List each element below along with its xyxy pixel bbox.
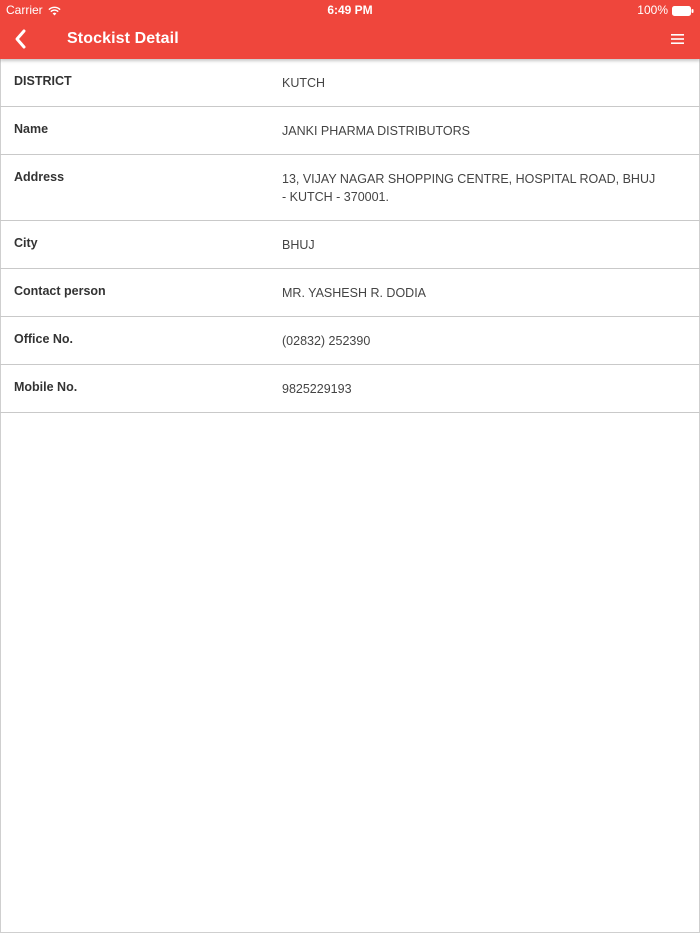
battery-percent: 100% xyxy=(637,3,668,17)
detail-row-contact-person xyxy=(0,269,700,317)
detail-label: DISTRICT xyxy=(14,74,72,88)
back-button[interactable] xyxy=(10,26,34,52)
status-time: 6:49 PM xyxy=(327,3,373,17)
detail-label: City xyxy=(14,236,38,250)
detail-value: BHUJ xyxy=(282,238,315,252)
battery-icon xyxy=(672,5,694,15)
battery-indicator xyxy=(637,3,694,17)
detail-label: Name xyxy=(14,122,49,136)
status-bar xyxy=(0,0,700,20)
detail-value: KUTCH xyxy=(282,76,326,90)
detail-label: Address xyxy=(14,170,65,184)
carrier-label: Carrier xyxy=(6,3,43,17)
detail-value: 13, VIJAY NAGAR SHOPPING CENTRE, HOSPITAL ROAD, BHUJ - KUTCH - 370001. xyxy=(282,172,656,204)
menu-button[interactable] xyxy=(670,31,686,47)
chevron-left-icon xyxy=(10,26,34,52)
nav-bar xyxy=(0,20,700,59)
header xyxy=(0,0,700,59)
hamburger-menu-icon xyxy=(670,31,686,47)
detail-row-mobile-no xyxy=(0,365,700,413)
detail-value[interactable]: (02832) 252390 xyxy=(282,334,371,348)
stockist-detail-list xyxy=(0,59,700,413)
detail-row-address xyxy=(0,155,700,221)
detail-row-district xyxy=(0,59,700,107)
detail-value[interactable]: 9825229193 xyxy=(282,382,352,396)
detail-value: MR. YASHESH R. DODIA xyxy=(282,286,427,300)
detail-row-city xyxy=(0,221,700,269)
detail-label: Contact person xyxy=(14,284,106,298)
detail-row-name xyxy=(0,107,700,155)
page-title: Stockist Detail xyxy=(67,30,179,47)
detail-label: Office No. xyxy=(14,332,74,346)
detail-row-office-no xyxy=(0,317,700,365)
detail-label: Mobile No. xyxy=(14,380,78,394)
detail-value: JANKI PHARMA DISTRIBUTORS xyxy=(282,124,470,138)
